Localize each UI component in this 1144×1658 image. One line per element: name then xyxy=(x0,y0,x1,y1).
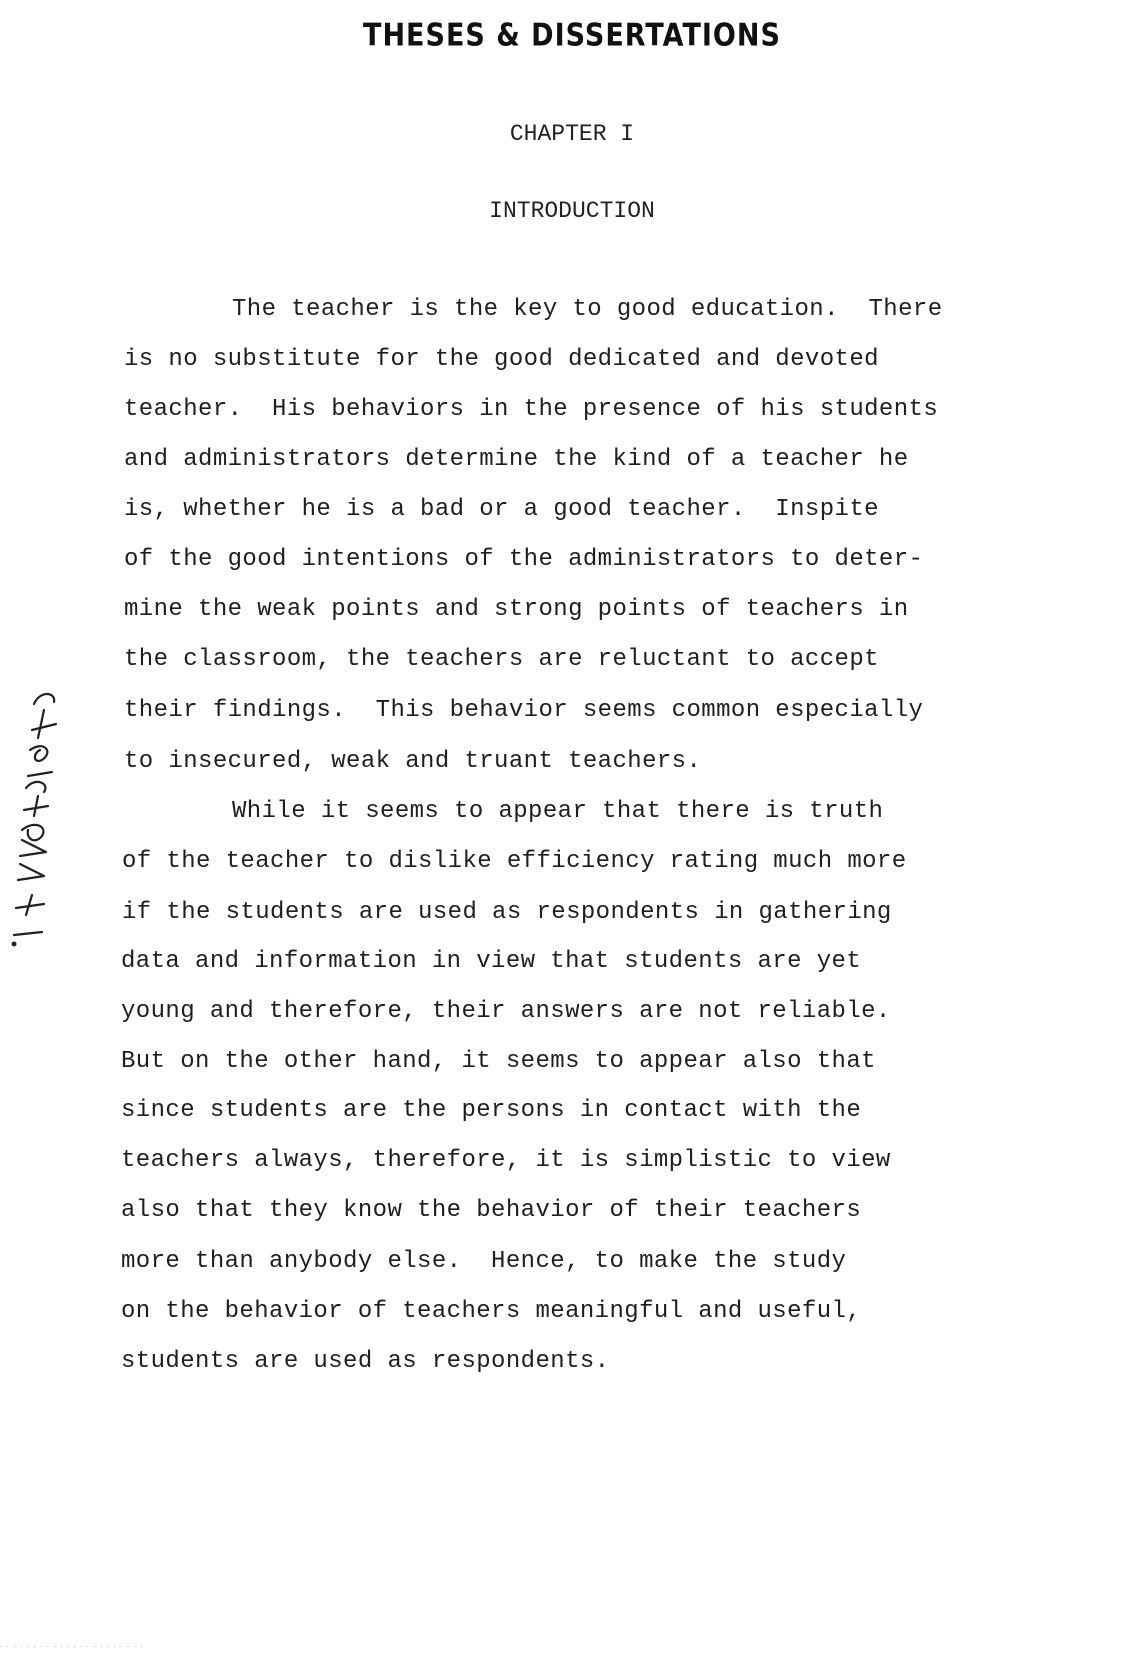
paragraph-2-line: data and information in view that students are yet xyxy=(121,948,862,975)
paragraph-1-line: is, whether he is a bad or a good teacher. Inspite xyxy=(124,496,879,523)
paragraph-1-line: their findings. This behavior seems common especially xyxy=(124,697,924,724)
scan-footer: · · · · · · · · · · · · · · · · · · · · · · xyxy=(0,1643,143,1651)
paragraph-1-line: to insecured, weak and truant teachers. xyxy=(124,748,702,775)
paragraph-1-line: of the good intentions of the administrators to deter- xyxy=(124,546,924,573)
paragraph-2-line: more than anybody else. Hence, to make the study xyxy=(121,1248,847,1275)
paragraph-2-line: teachers always, therefore, it is simplistic to view xyxy=(121,1147,891,1174)
paragraph-1-line: and administrators determine the kind of a teacher he xyxy=(124,446,909,473)
paragraph-2-line: also that they know the behavior of their teachers xyxy=(121,1197,862,1224)
theses-stamp: THESES & DISSERTATIONS xyxy=(363,17,781,54)
paragraph-1-line: the classroom, the teachers are reluctant to accept xyxy=(124,646,879,673)
paragraph-2-line: While it seems to appear that there is truth xyxy=(232,798,884,825)
paragraph-2-line: students are used as respondents. xyxy=(121,1348,610,1375)
paragraph-2-line: young and therefore, their answers are not reliable. xyxy=(121,998,891,1025)
paragraph-1-line: mine the weak points and strong points of teachers in xyxy=(124,596,909,623)
paragraph-2-line: on the behavior of teachers meaningful and useful, xyxy=(121,1298,862,1325)
paragraph-2-line: But on the other hand, it seems to appear also that xyxy=(121,1048,876,1075)
handwritten-margin-note xyxy=(4,680,64,950)
paragraph-2-line: if the students are used as respondents in gathering xyxy=(122,899,892,926)
paragraph-2-line: since students are the persons in contact with the xyxy=(121,1097,862,1124)
paragraph-2-line: of the teacher to dislike efficiency rating much more xyxy=(122,848,907,875)
paragraph-1-line: is no substitute for the good dedicated and devoted xyxy=(124,346,879,373)
paragraph-1-line: teacher. His behaviors in the presence of his students xyxy=(124,396,939,423)
chapter-heading: CHAPTER I xyxy=(509,121,635,147)
section-heading: INTRODUCTION xyxy=(489,198,655,224)
paragraph-1-line: The teacher is the key to good education. There xyxy=(232,296,943,323)
